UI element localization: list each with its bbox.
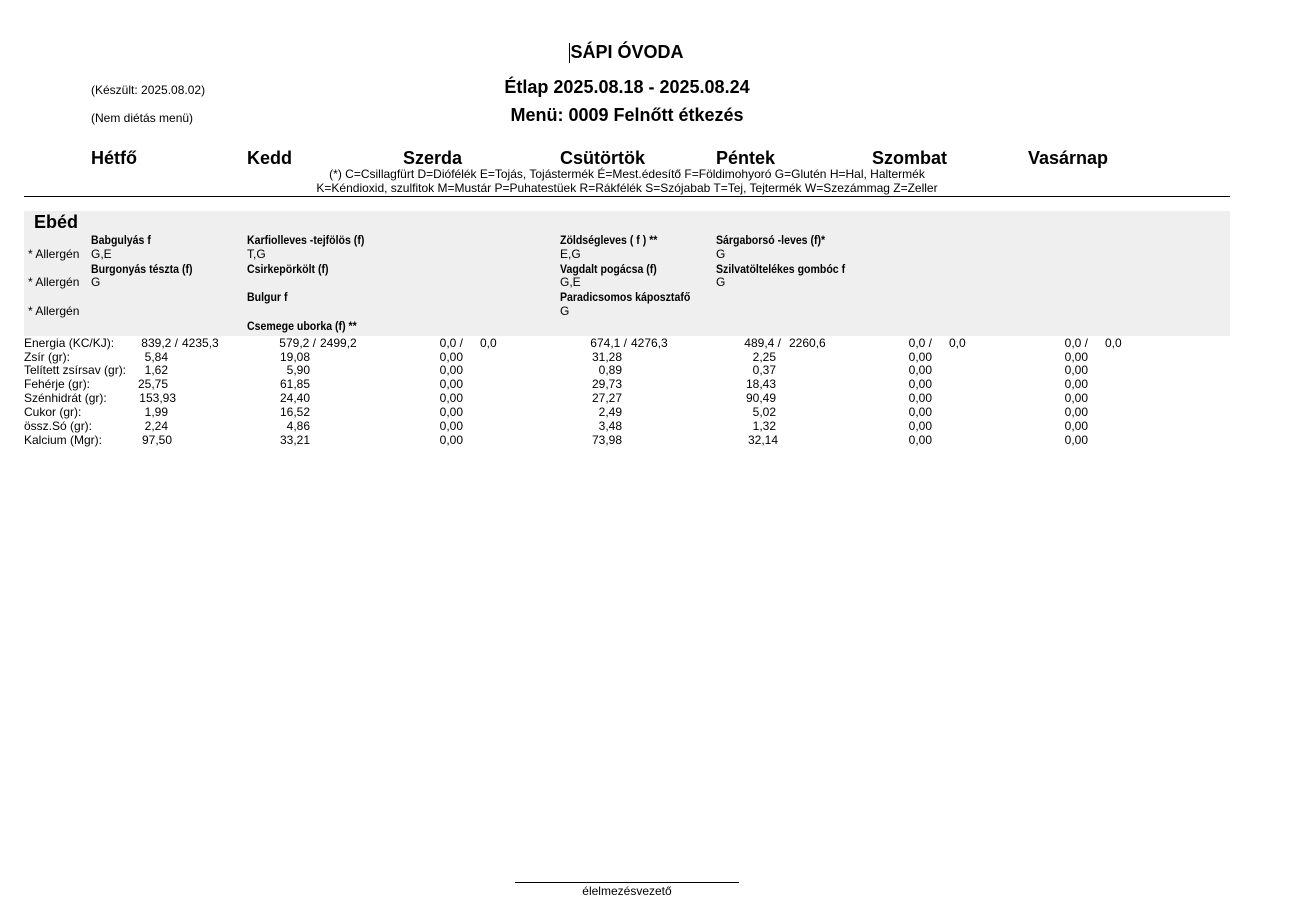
nutrient-label: Kalcium (Mgr):	[24, 433, 103, 447]
day-header-monday: Hétfő	[91, 148, 137, 168]
text-cursor	[569, 43, 570, 63]
nutrient-value: 2,25	[752, 350, 776, 364]
day-header-saturday: Szombat	[872, 148, 948, 168]
nutrient-label: össz.Só (gr):	[24, 419, 93, 433]
dish-name: Vagdalt pogácsa (f)	[560, 262, 657, 276]
nutrient-value: 0,00	[908, 391, 932, 405]
nutrient-value: 0,00	[908, 377, 932, 391]
energy-kc: 0,0 /	[439, 336, 463, 350]
menu-period: Étlap 2025.08.18 - 2025.08.24	[504, 77, 750, 97]
dish-name: Paradicsomos káposztafő	[560, 290, 691, 304]
energy-kj: 2499,2	[320, 336, 357, 350]
energy-kc: 0,0 /	[908, 336, 932, 350]
dish-allergens: G	[716, 247, 726, 261]
nutrient-label: Fehérje (gr):	[24, 377, 91, 391]
day-header-wednesday: Szerda	[403, 148, 463, 168]
nutrient-value: 5,02	[752, 405, 776, 419]
dish-allergens: G	[716, 275, 726, 289]
dish-allergens: E,G	[560, 247, 581, 261]
nutrient-label: Szénhidrát (gr):	[24, 391, 107, 405]
allergen-legend-line-1: (*) C=Csillagfürt D=Diófélék E=Tojás, Tojástermék É=Mest.édesítő F=Földimohyoró G=Glutén H=Hal, Haltermék	[329, 167, 925, 181]
nutrient-value: 25,75	[137, 377, 168, 391]
dish-name: Bulgur f	[247, 290, 288, 304]
dish-name: Csirkepörkölt (f)	[247, 262, 329, 276]
energy-kj: 2260,6	[789, 336, 826, 350]
dish-name: Zöldségleves ( f ) **	[560, 233, 658, 247]
dish-name: Csemege uborka (f) **	[247, 319, 357, 333]
nutrient-label: Cukor (gr):	[24, 405, 82, 419]
nutrient-value: 90,49	[745, 391, 776, 405]
energy-kc: 579,2 /	[279, 336, 316, 350]
nutrient-value: 0,00	[439, 350, 463, 364]
dish-allergens: G	[560, 304, 570, 318]
dish-allergens: G,E	[560, 275, 581, 289]
nutrient-value: 5,90	[286, 363, 310, 377]
nutrient-label: Zsír (gr):	[24, 350, 70, 364]
nutrient-value: 0,00	[439, 433, 463, 447]
nutrient-value: 1,99	[144, 405, 168, 419]
nutrient-value: 0,00	[908, 350, 932, 364]
nutrient-value: 27,27	[591, 391, 622, 405]
dish-name: Szilvatöltelékes gombóc f	[716, 262, 846, 276]
menu-type-note: (Nem diétás menü)	[91, 111, 194, 125]
energy-kc: 839,2 /	[141, 336, 178, 350]
nutrient-value: 29,73	[591, 377, 622, 391]
created-date: (Készült: 2025.08.02)	[91, 83, 206, 97]
dish-name: Karfiolleves -tejfölös (f)	[247, 233, 365, 247]
allergen-label: * Allergén	[28, 275, 80, 289]
day-header-friday: Péntek	[716, 148, 776, 168]
day-header-sunday: Vasárnap	[1028, 148, 1109, 168]
menu-title: Menü: 0009 Felnőtt étkezés	[510, 105, 744, 125]
nutrient-value: 0,00	[1064, 363, 1088, 377]
nutrient-value: 0,00	[439, 405, 463, 419]
signature-label: élelmezésvezető	[582, 884, 672, 898]
dish-name: Sárgaborsó -leves (f)*	[716, 233, 826, 247]
nutrient-value: 0,00	[908, 405, 932, 419]
energy-label: Energia (KC/KJ):	[24, 336, 115, 350]
allergen-legend-line-2: K=Kéndioxid, szulfitok M=Mustár P=Puhatestüek R=Rákfélék S=Szójabab T=Tej, Tejtermék W=Szezámmag Z=Zeller	[316, 181, 938, 195]
nutrient-value: 97,50	[141, 433, 172, 447]
nutrient-value: 32,14	[747, 433, 778, 447]
nutrient-value: 0,00	[1064, 419, 1088, 433]
nutrient-value: 31,28	[591, 350, 622, 364]
energy-kj: 4235,3	[182, 336, 219, 350]
nutrient-value: 0,00	[908, 419, 932, 433]
nutrient-value: 18,43	[745, 377, 776, 391]
nutrient-value: 0,00	[1064, 433, 1088, 447]
energy-kc: 674,1 /	[590, 336, 627, 350]
nutrient-value: 33,21	[279, 433, 310, 447]
nutrient-value: 4,86	[286, 419, 310, 433]
nutrient-value: 61,85	[279, 377, 310, 391]
dish-name: Burgonyás tészta (f)	[91, 262, 193, 276]
allergen-label: * Allergén	[28, 247, 80, 261]
nutrient-value: 0,00	[1064, 391, 1088, 405]
nutrient-value: 0,00	[439, 377, 463, 391]
nutrient-value: 0,37	[752, 363, 776, 377]
nutrient-value: 19,08	[279, 350, 310, 364]
nutrient-value: 1,62	[144, 363, 168, 377]
dish-name: Babgulyás f	[91, 233, 151, 247]
nutrient-value: 16,52	[279, 405, 310, 419]
nutrient-value: 73,98	[591, 433, 622, 447]
signature-line	[515, 882, 739, 883]
nutrient-value: 153,93	[139, 391, 176, 405]
nutrient-value: 0,00	[1064, 405, 1088, 419]
nutrient-value: 0,00	[908, 363, 932, 377]
nutrient-value: 0,00	[908, 433, 932, 447]
dish-allergens: T,G	[247, 247, 266, 261]
energy-kj: 0,0	[1105, 336, 1122, 350]
nutrient-value: 5,84	[144, 350, 168, 364]
meal-title: Ebéd	[34, 212, 79, 232]
energy-kc: 489,4 /	[744, 336, 781, 350]
nutrient-value: 2,49	[598, 405, 622, 419]
nutrient-value: 0,00	[439, 419, 463, 433]
day-header-tuesday: Kedd	[247, 148, 292, 168]
dish-allergens: G,E	[91, 247, 112, 261]
nutrient-value: 0,00	[1064, 377, 1088, 391]
nutrient-value: 0,89	[598, 363, 622, 377]
header-divider	[24, 196, 1230, 197]
dish-allergens: G	[91, 275, 101, 289]
nutrient-value: 1,32	[752, 419, 776, 433]
energy-kj: 0,0	[480, 336, 497, 350]
day-header-thursday: Csütörtök	[560, 148, 645, 168]
nutrient-label: Telített zsírsav (gr):	[24, 363, 127, 377]
school-name: SÁPI ÓVODA	[570, 42, 684, 62]
energy-kc: 0,0 /	[1064, 336, 1088, 350]
nutrient-value: 0,00	[1064, 350, 1088, 364]
nutrient-value: 0,00	[439, 363, 463, 377]
energy-kj: 0,0	[949, 336, 966, 350]
nutrient-value: 2,24	[144, 419, 168, 433]
nutrient-value: 0,00	[439, 391, 463, 405]
allergen-label: * Allergén	[28, 304, 80, 318]
nutrient-value: 24,40	[279, 391, 310, 405]
nutrient-value: 3,48	[598, 419, 622, 433]
energy-kj: 4276,3	[631, 336, 668, 350]
